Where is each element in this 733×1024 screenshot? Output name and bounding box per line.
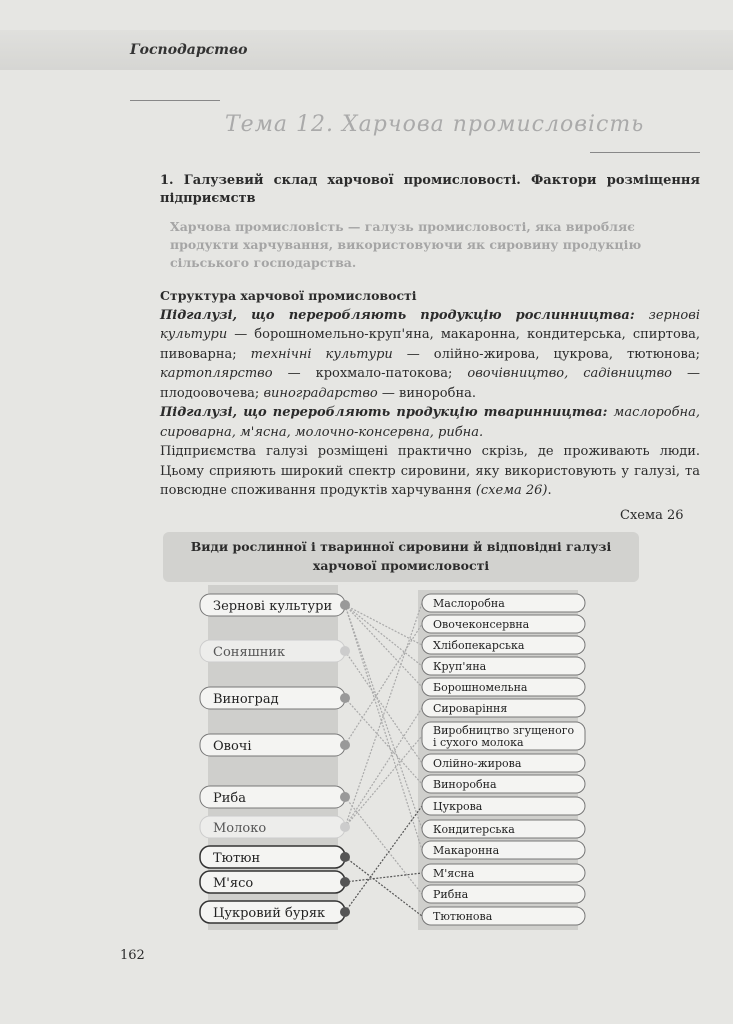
text-run: (схема 26) [475, 483, 548, 498]
industry-label: Овочеконсервна [433, 618, 530, 631]
industry-item [422, 864, 585, 882]
industry-label: Виноробна [433, 778, 497, 791]
text-run: овочівництво, садівництво [467, 366, 672, 381]
industry-item [422, 678, 585, 696]
schema-number: Схема 26 [620, 508, 684, 523]
text-run: Підгалузі, що переробляють продукцію рослинництва: [160, 307, 649, 323]
raw-material-item [200, 640, 350, 662]
connector-dot [340, 740, 350, 750]
connector-dot [340, 600, 350, 610]
industry-item [422, 841, 585, 859]
raw-material-label: М'ясо [213, 876, 254, 891]
definition: Харчова промисловість — галузь промисловості, яка виробляє продукти харчування, використовуючи як сировину продукцію сільського господарства. [170, 219, 642, 270]
industry-label: Виробництво згущеного і сухого молока [433, 724, 575, 749]
links [345, 603, 422, 916]
industry-item [422, 657, 585, 675]
industry-label: Хлібопекарська [433, 639, 525, 652]
industry-label: Макаронна [433, 844, 500, 857]
raw-material-item [200, 734, 350, 756]
text-run: зернові культури [160, 307, 700, 342]
industry-label: Борошномельна [433, 681, 528, 694]
industry-label: Рибна [433, 888, 469, 901]
industry-item [422, 775, 585, 793]
raw-material-label: Риба [213, 791, 246, 806]
raw-material-label: Овочі [213, 739, 252, 754]
section-title: Господарство [130, 42, 248, 58]
raw-material-item [200, 901, 350, 923]
text-run: — олійно-жирова, цукрова, тютюнова; [392, 346, 700, 362]
text-run: . [547, 483, 552, 498]
industry-item [422, 636, 585, 654]
industry-item [422, 594, 585, 612]
text-run: картоплярство [160, 366, 273, 381]
raw-material-item [200, 816, 350, 838]
text-run: Підгалузі, що переробляють продукцію тваринництва: [160, 405, 614, 420]
schema-title-line2: харчової промисловості [312, 558, 490, 573]
subsection-heading: 1. Галузевий склад харчової промисловості. Фактори розміщення підприємств [160, 173, 700, 206]
text-run: — плодоовочева; [160, 366, 701, 401]
link-line [345, 605, 422, 666]
text-run: виноградарство [263, 385, 378, 401]
industry-label: М'ясна [433, 867, 475, 880]
industry-item [422, 722, 585, 750]
industry-item [422, 754, 585, 772]
raw-material-label: Тютюн [213, 851, 261, 866]
connector-dot [340, 693, 350, 703]
raw-material-item [200, 846, 350, 868]
connector-dot [340, 822, 350, 832]
industry-item [422, 797, 585, 815]
raw-material-item [200, 594, 350, 616]
text-run: Підприємства галузі розміщені практично скрізь, де проживають люди. Цьому сприяють широкий спектр сировини, яку використовують у галузі, та повсюдне споживання продуктів харчування [160, 444, 700, 498]
schema-title-line1: Види рослинної і тваринної сировини й відповідні галузі [190, 539, 612, 554]
page-number: 162 [120, 948, 145, 963]
industry-label: Тютюнова [433, 910, 493, 923]
connector-dot [340, 792, 350, 802]
industry-label: Маслоробна [433, 597, 505, 610]
raw-material-item [200, 871, 350, 893]
text-run: технічні культури [250, 346, 393, 362]
raw-material-item [200, 687, 350, 709]
link-line [345, 651, 422, 763]
link-line [345, 857, 422, 916]
raw-material-label: Зернові культури [213, 599, 333, 614]
text-run: — крохмало-патокова; [272, 366, 468, 381]
raw-material-label: Цукровий буряк [213, 906, 326, 921]
topic-title: Тема 12. Харчова промисловість [225, 112, 645, 137]
industry-item [422, 615, 585, 633]
raw-material-label: Молоко [213, 821, 267, 836]
text-run: — виноробна. [377, 385, 476, 401]
link-line [345, 797, 422, 894]
connector-dot [340, 852, 350, 862]
link-line [345, 603, 422, 827]
raw-material-item [200, 786, 350, 808]
text-run: маслоробна, сироварна, м'ясна, молочно-консервна, рибна. [160, 405, 700, 440]
industry-label: Круп'яна [433, 660, 487, 673]
raw-material-label: Виноград [213, 692, 279, 707]
industry-label: Сироваріння [433, 702, 508, 715]
structure-title: Структура харчової промисловості [160, 288, 417, 303]
link-line [345, 698, 422, 784]
raw-material-label: Соняшник [213, 645, 286, 660]
industry-label: Олійно-жирова [433, 757, 522, 770]
industry-item [422, 907, 585, 925]
industry-item [422, 699, 585, 717]
industry-label: Цукрова [433, 800, 483, 813]
link-line [345, 873, 422, 882]
connector-dot [340, 907, 350, 917]
link-line [345, 605, 422, 687]
industry-item [422, 885, 585, 903]
text-run: — борошномельно-круп'яна, макаронна, кондитерська, спиртова, пивоварна; [160, 327, 700, 362]
industry-label: Кондитерська [433, 823, 515, 836]
connector-dot [340, 877, 350, 887]
industry-item [422, 820, 585, 838]
link-line [345, 806, 422, 912]
connector-dot [340, 646, 350, 656]
